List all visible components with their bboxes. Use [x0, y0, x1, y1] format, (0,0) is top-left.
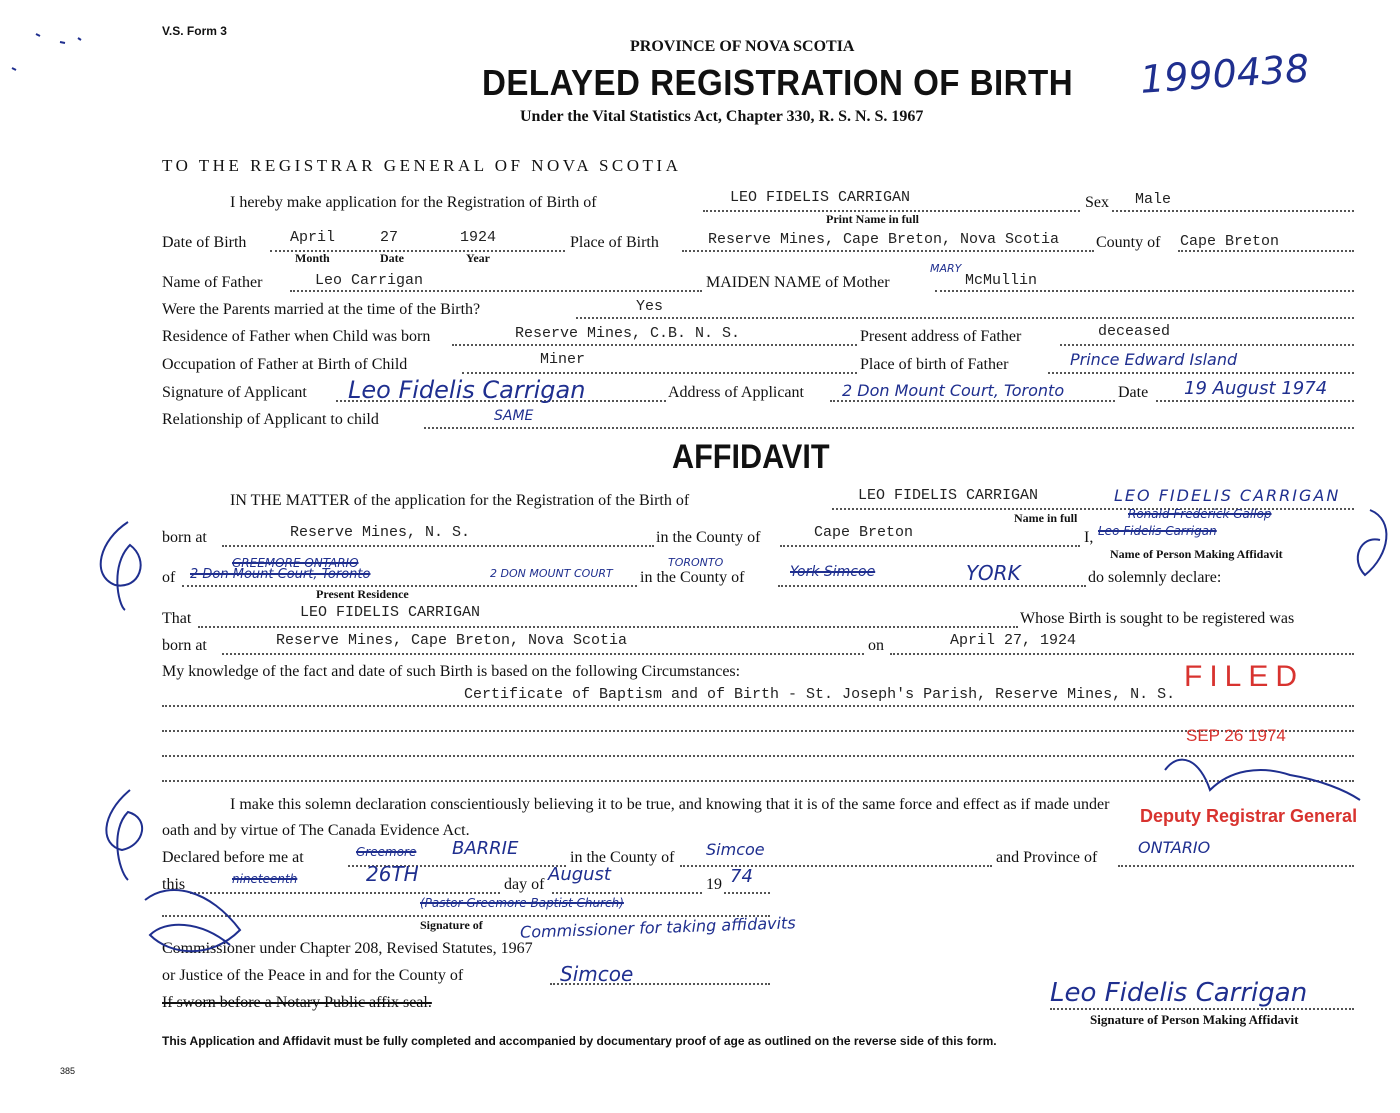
that-label: That: [162, 610, 192, 627]
footer-note: This Application and Affidavit must be fully completed and accompanied by documentary proof of age as outlined on the reverse side of this form.: [162, 1034, 997, 1048]
date-label: Date: [1118, 384, 1149, 401]
on-label: on: [868, 637, 884, 654]
year-caption: Year: [466, 251, 490, 265]
mother-label: MAIDEN NAME of Mother: [706, 274, 890, 291]
circumstances-value: Certificate of Baptism and of Birth - St. Joseph's Parish, Reserve Mines, N. S.: [464, 686, 1176, 703]
on-date: April 27, 1924: [950, 632, 1077, 649]
pob-label: Place of Birth: [570, 234, 659, 251]
declared-month: August: [548, 864, 611, 885]
deponent-signature: Leo Fidelis Carrigan: [1050, 978, 1308, 1008]
that-name: LEO FIDELIS CARRIGAN: [300, 604, 481, 621]
date-caption: Date: [380, 251, 404, 265]
this-label: this: [162, 876, 186, 893]
declared-year: 74: [730, 866, 753, 887]
applicant-signature: Leo Fidelis Carrigan: [348, 376, 586, 404]
commissioner-struck: (Pastor Greemore Baptist Church): [420, 896, 624, 910]
province-heading: PROVINCE OF NOVA SCOTIA: [630, 38, 855, 55]
registrar-signature: [1165, 760, 1360, 800]
affidavit-heading: AFFIDAVIT: [672, 438, 830, 476]
residence-city: TORONTO: [668, 556, 724, 569]
matter-name: LEO FIDELIS CARRIGAN: [858, 487, 1039, 504]
res-county-label: in the County of: [640, 569, 745, 586]
mother-first-name: MARY: [930, 262, 962, 275]
commissioner-handwritten: Commissioner for taking affidavits: [519, 913, 796, 942]
county-value: Cape Breton: [1180, 233, 1280, 250]
occupation-value: Miner: [540, 351, 586, 368]
father-pob-value: Prince Edward Island: [1070, 350, 1238, 369]
this-day: 26TH: [366, 862, 419, 886]
deputy-registrar-title: Deputy Registrar General: [1140, 806, 1358, 826]
deponent-struck-2: Leo Fidelis Carrigan: [1098, 524, 1217, 538]
declared-county-label: in the County of: [570, 849, 675, 866]
pob-value: Reserve Mines, Cape Breton, Nova Scotia: [708, 231, 1060, 248]
name-full-caption: Name in full: [1014, 511, 1078, 525]
commissioner-signature: [145, 890, 240, 951]
margin-initials-2: [106, 790, 142, 880]
married-value: Yes: [636, 298, 664, 315]
present-address-label: Present address of Father: [860, 328, 1022, 345]
born-at-label: born at: [162, 529, 207, 546]
declare-text: do solemnly declare:: [1088, 569, 1222, 586]
father-pob-label: Place of birth of Father: [860, 356, 1009, 373]
solemn-text-1: I make this solemn declaration conscientiously believing it to be true, and knowing that it is of the same force and effect as if made under: [230, 796, 1110, 813]
solemn-text-2: oath and by virtue of The Canada Evidence Act.: [162, 822, 470, 839]
relationship-value: SAME: [494, 408, 534, 424]
dob-month: April: [290, 229, 336, 246]
this-struck: nineteenth: [232, 872, 298, 886]
filed-text: FILED: [1184, 660, 1305, 693]
margin-initials-right: [1358, 510, 1387, 575]
father-name: Leo Carrigan: [315, 272, 424, 289]
occupation-label: Occupation of Father at Birth of Child: [162, 356, 408, 373]
deponent-caption: Name of Person Making Affidavit: [1110, 547, 1283, 561]
justice-label: or Justice of the Peace in and for the County of: [162, 967, 464, 984]
res-county-value: YORK: [966, 561, 1021, 585]
residence-value: Reserve Mines, C.B. N. S.: [515, 325, 741, 342]
day-of-label: day of: [504, 876, 545, 893]
signature-of-label: Signature of: [420, 918, 483, 932]
of-label: of: [162, 569, 176, 586]
knowledge-text: My knowledge of the fact and date of such Birth is based on the following Circumstances:: [162, 663, 741, 680]
born-at2-value: Reserve Mines, Cape Breton, Nova Scotia: [276, 632, 628, 649]
declared-at: BARRIE: [452, 838, 519, 859]
deponent-struck-1: Ronald Frederick Gallop: [1128, 507, 1272, 521]
sex-value: Male: [1135, 191, 1172, 208]
notary-text: If sworn before a Notary Public affix seal.: [162, 994, 432, 1011]
year-prefix: 19: [706, 876, 722, 893]
born-county-value: Cape Breton: [814, 524, 914, 541]
corner-code: 385: [60, 1066, 76, 1076]
residence-struck-top: GREEMORE ONTARIO: [232, 556, 359, 570]
sex-label: Sex: [1085, 194, 1109, 211]
applicant-address-label: Address of Applicant: [668, 384, 804, 401]
county-label: County of: [1096, 234, 1161, 251]
province-label: and Province of: [996, 849, 1098, 866]
child-name: LEO FIDELIS CARRIGAN: [730, 189, 911, 206]
signature-label: Signature of Applicant: [162, 384, 307, 401]
justice-county: Simcoe: [560, 962, 634, 986]
dob-label: Date of Birth: [162, 234, 247, 251]
residence-value: 2 DON MOUNT COURT: [490, 567, 613, 580]
commissioner-label: Commissioner under Chapter 208, Revised Statutes, 1967: [162, 940, 533, 957]
application-intro: I hereby make application for the Registration of Birth of: [230, 194, 597, 211]
page-title: DELAYED REGISTRATION OF BIRTH: [482, 62, 1074, 103]
declared-label: Declared before me at: [162, 849, 304, 866]
filed-date: SEP 26 1974: [1186, 726, 1286, 745]
residence-label: Residence of Father when Child was born: [162, 328, 431, 345]
registration-number: 1990438: [1138, 46, 1311, 102]
married-label: Were the Parents married at the time of the Birth?: [162, 301, 481, 318]
father-label: Name of Father: [162, 274, 263, 291]
born-county-label: in the County of: [656, 529, 761, 546]
declared-struck: Greemore: [356, 845, 417, 859]
month-caption: Month: [295, 251, 330, 265]
declared-county: Simcoe: [706, 840, 765, 859]
matter-text: IN THE MATTER of the application for the Registration of the Birth of: [230, 492, 690, 509]
born-at-value: Reserve Mines, N. S.: [290, 524, 471, 541]
relationship-label: Relationship of Applicant to child: [162, 411, 379, 428]
dob-date: 27: [380, 229, 399, 246]
margin-initials-1: [101, 522, 141, 610]
name-caption: Print Name in full: [826, 212, 919, 226]
registrar-address: TO THE REGISTRAR GENERAL OF NOVA SCOTIA: [162, 156, 682, 175]
whose-birth-text: Whose Birth is sought to be registered was: [1020, 610, 1295, 627]
i-label: I,: [1084, 529, 1094, 546]
declared-province: ONTARIO: [1138, 838, 1211, 857]
residence-struck: 2 Don Mount Court, Toronto: [190, 567, 371, 582]
form-code: V.S. Form 3: [162, 24, 227, 38]
deponent-handwritten: LEO FIDELIS CARRIGAN: [1114, 486, 1341, 505]
stray-marks: [12, 34, 81, 70]
present-address-value: deceased: [1098, 323, 1171, 340]
page-subtitle: Under the Vital Statistics Act, Chapter 330, R. S. N. S. 1967: [520, 108, 924, 125]
residence-caption: Present Residence: [316, 587, 409, 601]
application-date: 19 August 1974: [1184, 378, 1328, 399]
dob-year: 1924: [460, 229, 497, 246]
applicant-address: 2 Don Mount Court, Toronto: [842, 381, 1065, 400]
res-county-struck: York Simcoe: [790, 564, 876, 580]
born-at2-label: born at: [162, 637, 207, 654]
deponent-signature-caption: Signature of Person Making Affidavit: [1090, 1012, 1299, 1027]
mother-name: McMullin: [965, 272, 1038, 289]
